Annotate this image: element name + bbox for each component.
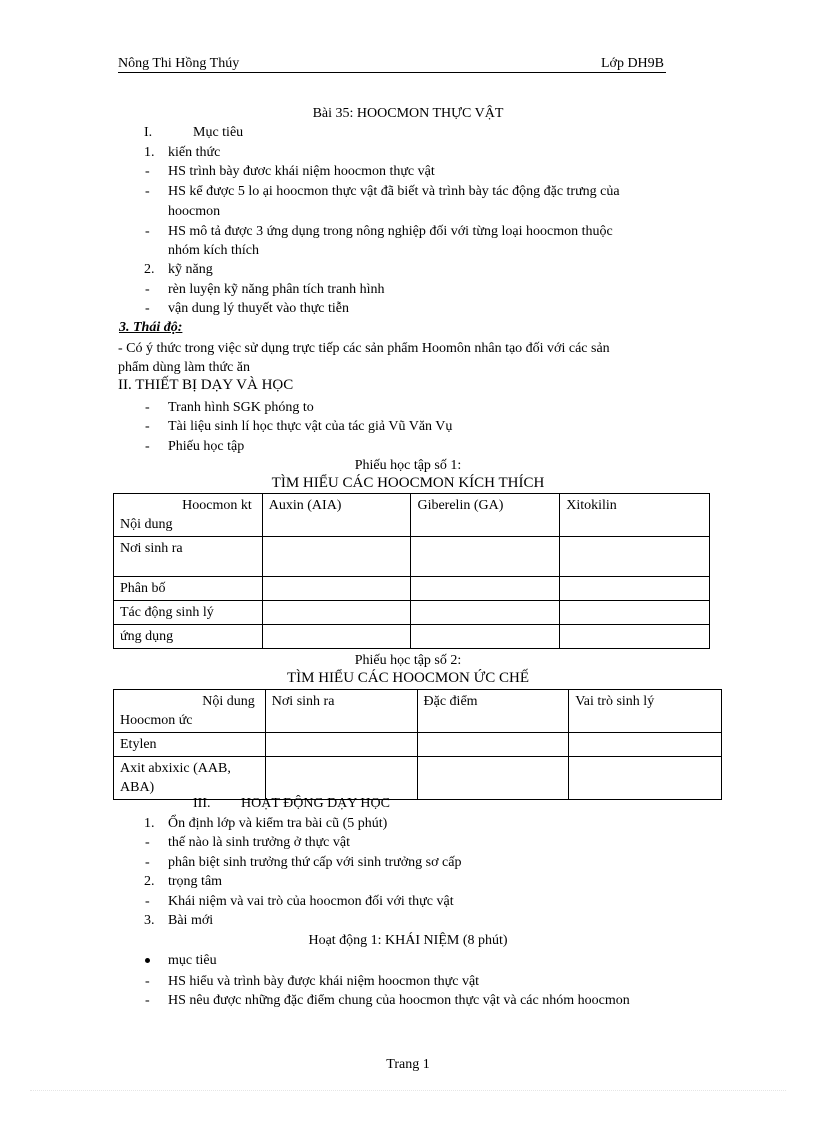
row-header: Etylen	[114, 733, 266, 757]
list-item: Tranh hình SGK phóng to	[168, 400, 314, 415]
table-cell	[262, 577, 411, 601]
column-header: Auxin (AIA)	[262, 494, 411, 537]
section-heading: II. THIẾT BỊ DẠY VÀ HỌC	[118, 377, 294, 393]
table-cell	[560, 537, 710, 577]
table-cell	[411, 577, 560, 601]
table-cell	[262, 625, 411, 649]
list-item: HS trình bày đươc khái niệm hoocmon thực vật	[168, 164, 435, 179]
table-cell	[417, 733, 569, 757]
dash: -	[145, 164, 150, 179]
list-item: vận dung lý thuyết vào thực tiễn	[168, 301, 349, 316]
dash: -	[145, 224, 150, 239]
row-header: Tác động sinh lý	[114, 601, 263, 625]
section-number: I.	[144, 125, 153, 140]
dash: -	[145, 282, 150, 297]
column-header: Vai trò sinh lý	[569, 690, 722, 733]
page-divider	[30, 1090, 786, 1091]
subsection-number: 1.	[144, 816, 155, 831]
list-item: rèn luyện kỹ năng phân tích tranh hình	[168, 282, 385, 297]
worksheet-heading: TÌM HIỂU CÁC HOOCMON KÍCH THÍCH	[271, 475, 545, 491]
worksheet-caption: Phiếu học tập số 1:	[354, 458, 462, 473]
table-cell	[411, 625, 560, 649]
subsection-number: 1.	[144, 145, 155, 160]
subsection-number: 2.	[144, 874, 155, 889]
dash: -	[145, 400, 150, 415]
list-item: phân biệt sinh trưởng thứ cấp với sinh trưởng sơ cấp	[168, 855, 462, 870]
column-header: Đặc điểm	[417, 690, 569, 733]
table-corner-cell	[114, 494, 263, 537]
paragraph-line: phẩm dùng làm thức ăn	[118, 360, 251, 375]
table-corner-cell	[114, 690, 266, 733]
dash: -	[145, 993, 150, 1008]
list-item: Phiếu học tập	[168, 439, 245, 454]
table-cell	[265, 733, 417, 757]
table-cell	[417, 757, 569, 800]
list-item: HS nêu được những đặc điểm chung của hoocmon thực vật và các nhóm hoocmon	[168, 993, 630, 1008]
worksheet-table-1	[113, 493, 710, 649]
activity-heading: Hoạt động 1: KHÁI NIỆM (8 phút)	[308, 933, 508, 948]
row-header: Axit abxixic (AAB, ABA)	[114, 757, 266, 800]
dash: -	[145, 974, 150, 989]
list-item: HS mô tả được 3 ứng dụng trong nông nghiệp đối với từng loại hoocmon thuộc	[168, 224, 613, 239]
class-name: Lớp DH9B	[600, 56, 664, 71]
author-name: Nông Thi Hồng Thúy	[118, 56, 240, 71]
list-item: Tài liệu sinh lí học thực vật của tác giả Vũ Văn Vụ	[168, 419, 453, 434]
table-row	[114, 625, 710, 649]
dash: -	[145, 855, 150, 870]
list-item: mục tiêu	[168, 953, 217, 968]
paragraph-line: - Có ý thức trong việc sử dụng trực tiếp các sản phẩm Hoomôn nhân tạo đối với các sản	[118, 341, 610, 356]
subsection-heading: Ổn định lớp và kiểm tra bài cũ (5 phút)	[168, 816, 388, 831]
bullet-icon	[145, 958, 150, 963]
table-cell	[560, 625, 710, 649]
worksheet-caption: Phiếu học tập số 2:	[354, 653, 462, 668]
list-item: HS hiểu và trình bày được khái niệm hoocmon thực vật	[168, 974, 480, 989]
row-header: ứng dụng	[114, 625, 263, 649]
table-cell	[560, 601, 710, 625]
corner-label-top: Nội dung	[202, 694, 255, 709]
subsection-heading: Bài mới	[168, 913, 214, 928]
corner-label-bottom: Hoocmon ức	[120, 713, 193, 728]
table-cell	[569, 757, 722, 800]
row-header: Phân bố	[114, 577, 263, 601]
table-row	[114, 601, 710, 625]
page-header	[118, 54, 666, 73]
list-item: Khái niệm và vai trò của hoocmon đối với thực vật	[168, 894, 454, 909]
table-cell	[262, 601, 411, 625]
table-header-row	[114, 494, 710, 537]
subsection-number: 3.	[144, 913, 155, 928]
column-header: Giberelin (GA)	[411, 494, 560, 537]
table-row	[114, 577, 710, 601]
dash: -	[145, 419, 150, 434]
table-row	[114, 537, 710, 577]
list-item: thế nào là sinh trưởng ở thực vật	[168, 835, 350, 850]
list-item: HS kể được 5 lo ại hoocmon thực vật đã biết và trình bày tác động đặc trưng của	[168, 184, 620, 199]
dash: -	[145, 894, 150, 909]
subsection-number: 2.	[144, 262, 155, 277]
column-header: Nơi sinh ra	[265, 690, 417, 733]
dash: -	[145, 835, 150, 850]
lesson-title: Bài 35: HOOCMON THỰC VẬT	[312, 106, 504, 121]
dash: -	[145, 301, 150, 316]
table-cell	[411, 601, 560, 625]
list-item: nhóm kích thích	[168, 243, 259, 258]
column-header: Xitokilin	[560, 494, 710, 537]
corner-label-bottom: Nội dung	[120, 517, 173, 532]
subsection-heading: trọng tâm	[168, 874, 223, 889]
list-item: hoocmon	[168, 204, 221, 219]
corner-label-top: Hoocmon kt	[182, 498, 252, 513]
dash: -	[145, 184, 150, 199]
subsection-heading: kiến thức	[168, 145, 221, 160]
dash: -	[145, 439, 150, 454]
subsection-heading: 3. Thái độ:	[119, 320, 183, 335]
section-heading: Mục tiêu	[193, 125, 244, 140]
worksheet-table-2	[113, 689, 722, 800]
section-number: III.	[193, 796, 211, 811]
section-heading: HOẠT ĐỘNG DẠY HỌC	[241, 796, 390, 811]
worksheet-heading: TÌM HIỂU CÁC HOOCMON ỨC CHẾ	[286, 670, 530, 686]
table-row	[114, 733, 722, 757]
page-footer: Trang 1	[386, 1057, 430, 1072]
row-header: Nơi sinh ra	[114, 537, 263, 577]
table-header-row	[114, 690, 722, 733]
table-cell	[411, 537, 560, 577]
table-cell	[262, 537, 411, 577]
subsection-heading: kỹ năng	[168, 262, 213, 277]
table-cell	[569, 733, 722, 757]
table-cell	[560, 577, 710, 601]
